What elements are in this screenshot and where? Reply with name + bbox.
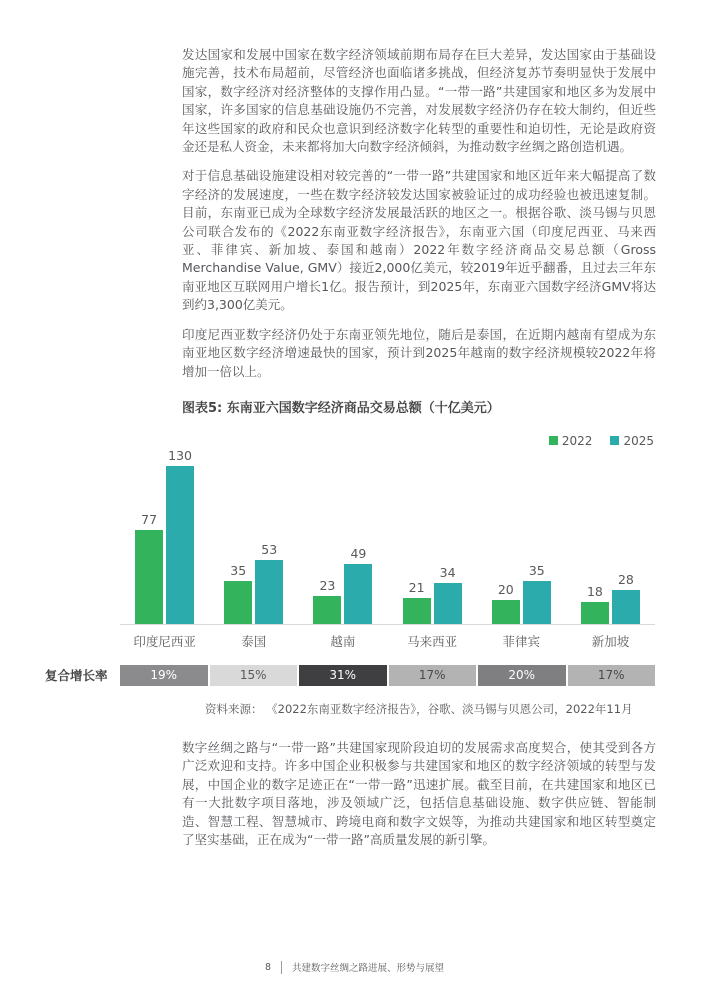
category-label: 新加坡 <box>591 633 630 649</box>
bar-group-4 <box>388 565 477 624</box>
bar-2022-1 <box>135 512 163 624</box>
bar-2022-4 <box>403 580 431 624</box>
legend-swatch-2025 <box>610 436 619 445</box>
bar-value-label: 35 <box>528 562 545 578</box>
page-number: 8 <box>265 961 272 973</box>
bar-2025-5 <box>523 563 551 624</box>
bar-value-label: 34 <box>439 564 456 580</box>
bar-rect <box>403 598 431 624</box>
growth-rate-cell-5: 20% <box>478 665 566 686</box>
category-label: 泰国 <box>241 633 267 649</box>
bar-2022-5 <box>492 582 520 624</box>
category-axis <box>120 625 655 650</box>
paragraph-2: 对于信息基础设施建设相对较完善的“一带一路”共建国家和地区近年来大幅提高了数字经济的发展速度，一些在数字经济较发达国家被验证过的成功经验也被迅速复制。目前，东南亚已成为全球数字经济发展最活跃的地区之一。根据谷歌、淡马锡与贝恩公司联合发布的《2022东南亚数字经济报告》，东南亚六国（印度尼西亚、马来西亚、菲律宾、新加坡、泰国和越南）2022年数字经济商品交易总额（Gross Merchandise Value, GMV）接近2,000亿美元，较2019年近乎翻番，且过去三年东南亚地区互联网用户增长1亿。报告预计，到2025年，东南亚六国数字经济GMV将达到约3,300亿美元。 <box>182 168 656 313</box>
category-label: 马来西亚 <box>407 633 458 649</box>
bar-group-1 <box>120 448 209 624</box>
bar-rect <box>581 602 609 624</box>
bar-value-label: 20 <box>497 581 514 597</box>
bar-value-label: 18 <box>586 583 603 599</box>
bar-value-label: 28 <box>617 571 634 587</box>
page-footer <box>265 960 444 974</box>
bar-group-2 <box>209 542 298 624</box>
growth-rate-cell-3: 31% <box>299 665 387 686</box>
body-text-bottom <box>182 739 656 849</box>
legend-swatch-2022 <box>549 436 558 445</box>
bar-rect <box>166 466 194 624</box>
bar-value-label: 53 <box>261 541 278 557</box>
legend-label-2022: 2022 <box>561 433 593 448</box>
bar-value-label: 77 <box>141 511 158 527</box>
bar-group-6 <box>566 572 655 624</box>
bar-2022-3 <box>313 578 341 624</box>
bar-group-3 <box>298 546 387 624</box>
bar-2025-6 <box>612 572 640 624</box>
bar-rect <box>612 590 640 624</box>
footer-title: 共建数字丝绸之路进展、形势与展望 <box>292 963 445 974</box>
category-label: 菲律宾 <box>502 633 541 649</box>
growth-rate-row <box>0 665 710 686</box>
bar-rect <box>492 600 520 624</box>
bar-rect <box>313 596 341 624</box>
growth-rate-cell-6: 17% <box>568 665 656 686</box>
bar-rect <box>135 530 163 624</box>
paragraph-1: 发达国家和发展中国家在数字经济领域前期布局存在巨大差异，发达国家由于基础设施完善，技术布局超前，尽管经济也面临诸多挑战，但经济复苏节奏明显快于发展中国家，数字经济对经济整体的支撑作用凸显。“一带一路”共建国家和地区多为发展中国家，许多国家的信息基础设施仍不完善，对发展数字经济仍存在较大制约，但近些年这些国家的政府和民众也意识到经济数字化转型的重要性和迫切性，无论是政府资金还是私人资金，未来都将加大向数字经济倾斜，为推动数字丝绸之路创造机遇。 <box>182 47 656 155</box>
growth-rate-cell-1: 19% <box>120 665 208 686</box>
bar-2025-2 <box>255 542 283 624</box>
bar-rect <box>255 560 283 624</box>
bar-2025-3 <box>344 546 372 624</box>
bar-chart-plot-area <box>120 448 655 625</box>
growth-rate-cells <box>120 665 655 686</box>
bar-2022-2 <box>224 563 252 624</box>
paragraph-4: 数字丝绸之路与“一带一路”共建国家现阶段迫切的发展需求高度契合，使其受到各方广泛欢迎和支持。许多中国企业积极参与共建国家和地区的数字经济领域的转型与发展，中国企业的数字足迹正在“一带一路”迅速扩展。截至目前，在共建国家和地区已有一大批数字项目落地，涉及领域广泛，包括信息基础设施、数字供应链、智能制造、智慧工程、智慧城市、跨境电商和数字文娱等，为推动共建国家和地区转型奠定了坚实基础，正在成为“一带一路”高质量发展的新引擎。 <box>182 739 656 847</box>
footer-divider <box>281 961 282 974</box>
bar-group-5 <box>477 563 566 624</box>
bar-rect <box>344 564 372 624</box>
bar-rect <box>434 583 462 624</box>
paragraph-3: 印度尼西亚数字经济仍处于东南亚领先地位，随后是泰国，在近期内越南有望成为东南亚地区数字经济增速最快的国家，预计到2025年越南的数字经济规模较2022年将增加一倍以上。 <box>182 326 656 379</box>
chart <box>0 434 710 717</box>
growth-rate-cell-2: 15% <box>210 665 298 686</box>
category-label: 印度尼西亚 <box>133 633 196 649</box>
legend-label-2025: 2025 <box>623 433 654 448</box>
bar-rect <box>224 581 252 624</box>
growth-rate-cell-4: 17% <box>389 665 477 686</box>
bar-2025-1 <box>166 448 194 624</box>
bar-value-label: 35 <box>230 562 247 578</box>
legend-item-2025 <box>610 434 654 448</box>
chart-title: 图表5: 东南亚六国数字经济商品交易总额（十亿美元） <box>182 400 500 416</box>
category-label: 越南 <box>330 633 356 649</box>
chart-source-note: 资料来源： 《2022东南亚数字经济报告》，谷歌、淡马锡与贝恩公司，2022年11月 <box>205 701 633 716</box>
bar-2022-6 <box>581 584 609 624</box>
legend-item-2022 <box>549 434 593 448</box>
bar-value-label: 21 <box>408 579 425 595</box>
bar-2025-4 <box>434 565 462 624</box>
bar-value-label: 130 <box>168 447 192 463</box>
bar-value-label: 23 <box>319 577 336 593</box>
body-text-top <box>182 0 656 381</box>
chart-legend <box>0 434 654 448</box>
growth-rate-label: 复合增长率 <box>45 668 108 684</box>
bar-value-label: 49 <box>350 545 367 561</box>
bar-rect <box>523 581 551 624</box>
